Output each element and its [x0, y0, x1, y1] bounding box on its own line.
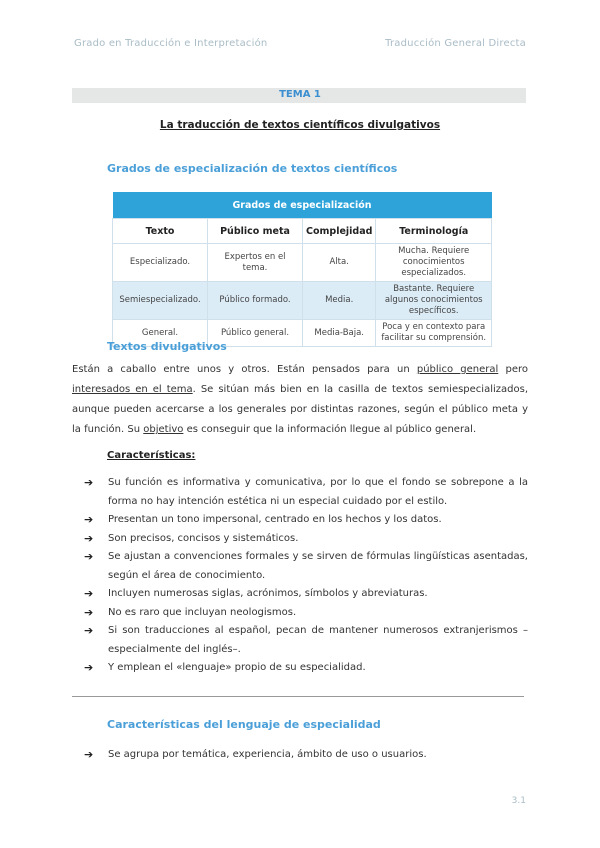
underlined-term: público general: [416, 364, 499, 375]
table-cell: Especializado.: [113, 244, 208, 282]
table-row: [113, 244, 492, 282]
arrow-icon: ➔: [84, 605, 94, 619]
intro-paragraph: [72, 360, 528, 440]
table-row: [113, 282, 492, 320]
table-cell: Público general.: [208, 320, 303, 347]
tema-label: TEMA 1: [279, 89, 321, 100]
table-header-cell: Complejidad: [303, 219, 376, 244]
underlined-term: interesados en el tema: [72, 384, 193, 395]
list-item: [84, 746, 528, 765]
list-item: [84, 622, 528, 659]
table-cell: General.: [113, 320, 208, 347]
arrow-icon: ➔: [84, 661, 94, 674]
underlined-term: objetivo: [143, 424, 184, 435]
paragraph-text: es conseguir que la información llegue al público general.: [183, 424, 477, 435]
table-cell: Expertos en el tema.: [208, 244, 303, 282]
list-item-text: No es raro que incluyan neologismos.: [108, 606, 297, 618]
list-item: [84, 604, 528, 623]
table-cell: Mucha. Requiere conocimientos especializados.: [376, 244, 492, 282]
section-title-lenguaje: Características del lenguaje de especialidad: [107, 718, 381, 731]
paragraph-text: Están a caballo entre unos y otros. Están pensados para un: [72, 364, 417, 375]
characteristics-heading: Características:: [107, 450, 196, 461]
table-cell: Público formado.: [208, 282, 303, 320]
document-title: [0, 119, 600, 131]
header-left: Grado en Traducción e Interpretación: [74, 38, 268, 49]
table-cell: Poca y en contexto para facilitar su comprensión.: [376, 320, 492, 347]
table-cell: Bastante. Requiere algunos conocimientos específicos.: [376, 282, 492, 320]
table-header-cell: Texto: [113, 219, 208, 244]
table-header-cell: Público meta: [208, 219, 303, 244]
section-title-divulgativos: Textos divulgativos: [107, 340, 227, 353]
list-item-text: Y emplean el «lenguaje» propio de su especialidad.: [108, 662, 366, 673]
section-divider: [72, 696, 524, 697]
table-cell: Alta.: [303, 244, 376, 282]
list-item: [84, 548, 528, 585]
arrow-icon: ➔: [84, 550, 94, 563]
list-item: [84, 585, 528, 604]
list-item: [84, 511, 528, 530]
table-cell: Semiespecializado.: [113, 282, 208, 320]
arrow-icon: ➔: [84, 531, 94, 545]
list-item-text: Su función es informativa y comunicativa, por lo que el fondo se sobrepone a la forma no hay intención estética ni un especial cuidado por el estilo.: [108, 477, 528, 507]
list-item: [84, 659, 528, 678]
arrow-icon: ➔: [84, 748, 94, 761]
document-title-text: La traducción de textos científicos divulgativos: [159, 119, 441, 131]
paragraph-text: . Se sitúan más bien en la casilla de textos semiespecializados, aunque pueden acercarse a los generales por distintas razones, según el público meta y la función. Su: [72, 384, 528, 435]
section-title-grados: Grados de especialización de textos científicos: [107, 162, 398, 175]
list-item-text: Si son traducciones al español, pecan de mantener numerosos extranjerismos –especialmente del inglés–.: [108, 625, 528, 655]
list-item-text: Incluyen numerosas siglas, acrónimos, símbolos y abreviaturas.: [108, 588, 428, 599]
language-list: [84, 746, 528, 765]
specialization-table: [112, 192, 492, 347]
list-item: [84, 530, 528, 549]
table-cell: Media-Baja.: [303, 320, 376, 347]
page-number: 3.1: [511, 796, 526, 806]
table-header-cell: Terminología: [376, 219, 492, 244]
paragraph-text: pero: [498, 364, 528, 375]
list-item-text: Se ajustan a convenciones formales y se sirven de fórmulas lingüísticas asentadas, según el área de conocimiento.: [108, 551, 528, 581]
list-item: [84, 474, 528, 511]
table-cell: Media.: [303, 282, 376, 320]
arrow-icon: ➔: [84, 513, 94, 526]
characteristics-list: [84, 474, 528, 678]
arrow-icon: ➔: [84, 587, 94, 600]
list-item-text: Son precisos, concisos y sistemáticos.: [108, 532, 299, 544]
list-item-text: Se agrupa por temática, experiencia, ámbito de uso o usuarios.: [108, 749, 427, 760]
table-caption: Grados de especialización: [113, 192, 492, 219]
arrow-icon: ➔: [84, 624, 94, 637]
header-right: Traducción General Directa: [385, 38, 526, 49]
arrow-icon: ➔: [84, 476, 94, 489]
list-item-text: Presentan un tono impersonal, centrado en los hechos y los datos.: [108, 514, 442, 525]
